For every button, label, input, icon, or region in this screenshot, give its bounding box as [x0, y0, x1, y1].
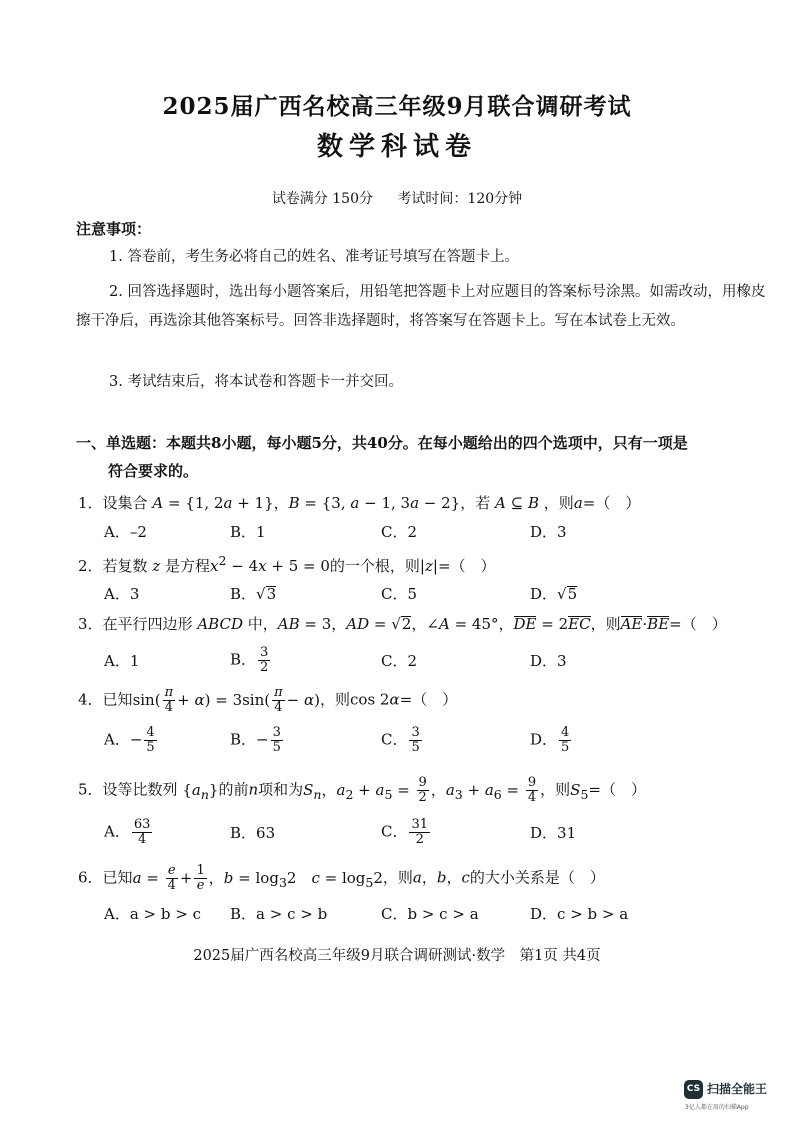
- question-text: 的一个根，则: [329, 557, 420, 575]
- options-3: [104, 645, 704, 675]
- question-text: 的大小关系是（ ）: [469, 868, 605, 887]
- question-text: ，则: [540, 780, 571, 799]
- option-c[interactable]: C．2: [381, 523, 418, 541]
- option-c[interactable]: C． $\frac{3}{5}$: [381, 725, 420, 755]
- formula: A = {1, 2a + 1}，B = {3, a − 1, 3a − 2}: [152, 494, 461, 512]
- exam-meta: [0, 188, 794, 208]
- notice-item-1: 1. 答卷前，考生务必将自己的姓名、准考证号填写在答题卡上。: [109, 249, 519, 265]
- option-c[interactable]: C．2: [381, 652, 418, 670]
- question-text: =（ ）: [582, 494, 641, 512]
- option-d[interactable]: D． $\frac{4}{5}$: [530, 725, 570, 755]
- option-b[interactable]: B．− $\frac{3}{5}$: [230, 725, 281, 755]
- formula: cos 2α: [350, 690, 400, 709]
- option-d[interactable]: D．3: [530, 652, 567, 670]
- formula: A ⊆ B: [495, 494, 540, 512]
- formula: |z|: [419, 557, 438, 575]
- question-4: [78, 686, 457, 715]
- formula: ABCD: [197, 615, 243, 633]
- option-b[interactable]: B．1: [230, 523, 266, 541]
- notice-item-2: 2. 回答选择题时，选出每小题答案后，用铅笔把答题卡上对应题目的答案标号涂黑。如需改动，用橡皮擦干净后，再选涂其他答案标号。回答非选择题时，将答案写在答题卡上。写在本试卷上无效。: [76, 284, 766, 329]
- question-number: 3．: [78, 615, 103, 633]
- exam-title: 2025届广西名校高三年级9月联合调研考试: [162, 93, 632, 120]
- question-text: =（ ）: [399, 690, 458, 709]
- option-a[interactable]: A．3: [104, 585, 140, 603]
- options-6: [104, 903, 704, 927]
- question-text: ，则: [382, 868, 413, 887]
- question-text: =（ ）: [588, 780, 646, 799]
- options-1: [104, 521, 704, 545]
- question-number: 1．: [78, 494, 103, 512]
- question-3: [78, 613, 727, 634]
- page-footer: 2025届广西名校高三年级9月联合调研测试·数学 第1页 共4页: [193, 948, 601, 964]
- camscanner-logo-icon: CS: [684, 1080, 703, 1099]
- watermark-name: 扫描全能王: [707, 1082, 768, 1096]
- option-d[interactable]: D．31: [530, 824, 577, 842]
- formula: a: [573, 494, 583, 512]
- question-text: 是方程: [165, 557, 211, 575]
- options-2: [104, 583, 704, 607]
- formula: a，b，c: [412, 868, 470, 887]
- question-text: ，则: [543, 494, 574, 512]
- option-b[interactable]: B．√3: [230, 585, 277, 603]
- option-c[interactable]: C． $\frac{31}{2}$: [381, 817, 429, 847]
- question-text: 中，: [247, 615, 278, 633]
- formula: AB = 3，AD = √2，∠A = 45°，DE = 2EC: [277, 615, 591, 633]
- option-a[interactable]: A．–2: [104, 523, 147, 541]
- formula: $\{a_n\}$: [177, 780, 219, 802]
- question-number: 5．: [78, 780, 103, 799]
- full-score: 试卷满分 150分: [271, 191, 373, 207]
- formula: $x^2 - 4x + 5 = 0$: [210, 553, 330, 575]
- options-4: [104, 725, 704, 755]
- section-heading-line2: 符合要求的。: [108, 462, 199, 480]
- question-6: [78, 864, 605, 893]
- scanner-watermark: [680, 1078, 790, 1112]
- question-text: 设集合: [102, 494, 148, 512]
- option-b[interactable]: B．a > c > b: [230, 905, 328, 923]
- option-a[interactable]: A．1: [104, 652, 140, 670]
- option-d[interactable]: D．c > b > a: [530, 905, 629, 923]
- question-text: ，则: [320, 690, 351, 709]
- option-b[interactable]: B．63: [230, 824, 276, 842]
- watermark-tagline: 3亿人都在用的扫描App: [685, 1104, 749, 1111]
- question-text: 已知: [102, 868, 133, 887]
- options-5: [104, 817, 704, 847]
- question-text: 若复数: [102, 557, 148, 575]
- option-c[interactable]: C．b > c > a: [381, 905, 479, 923]
- option-d[interactable]: D．√5: [530, 585, 578, 603]
- question-number: 6．: [78, 868, 103, 887]
- formula: AE·BE: [620, 615, 670, 633]
- question-text: ，若: [460, 494, 491, 512]
- option-c[interactable]: C．5: [381, 585, 418, 603]
- question-text: ，则: [590, 615, 621, 633]
- formula: $S_5$: [570, 780, 589, 802]
- option-a[interactable]: A． $\frac{63}{4}$: [104, 817, 151, 847]
- question-number: 4．: [78, 690, 103, 709]
- option-a[interactable]: A．a > b > c: [104, 905, 201, 923]
- formula: $S_n$，$a_2 + a_5$ = $\frac{9}{2}$ ，$a_3 + a_6$ = $\frac{9}{4}$: [303, 775, 537, 805]
- formula: sin( $\frac{\pi}{4}$ + α) = 3sin( $\frac{\pi}{4}$ − α): [132, 685, 321, 715]
- question-text: 的前: [218, 780, 249, 799]
- section-heading-line1: 一、单选题：本题共8小题，每小题5分，共40分。在每小题给出的四个选项中，只有一项是: [76, 434, 688, 452]
- formula: n: [248, 780, 259, 799]
- question-text: 已知: [102, 690, 133, 709]
- question-text: =（ ）: [437, 557, 496, 575]
- formula: a = $\frac{e}{4}$ + $\frac{1}{e}$ ，$b = \log_32$ $c = \log_52$: [132, 863, 383, 893]
- question-5: [78, 776, 646, 805]
- question-text: 项和为: [258, 780, 304, 799]
- option-a[interactable]: A．− $\frac{4}{5}$: [104, 725, 155, 755]
- option-b[interactable]: B． $\frac{3}{2}$: [230, 645, 269, 675]
- notice-heading: 注意事项：: [76, 220, 152, 238]
- notice-item-3: 3. 考试结束后，将本试卷和答题卡一并交回。: [109, 374, 403, 390]
- question-1: [78, 492, 640, 513]
- exam-time: 考试时间：120分钟: [397, 191, 523, 207]
- section-heading: [76, 429, 766, 485]
- exam-subject: 数学科试卷: [316, 132, 477, 162]
- option-d[interactable]: D．3: [530, 523, 567, 541]
- question-text: =（ ）: [669, 615, 727, 633]
- question-number: 2．: [78, 557, 103, 575]
- question-text: 设等比数列: [102, 780, 178, 799]
- question-text: 在平行四边形: [102, 615, 193, 633]
- formula: z: [152, 557, 161, 575]
- question-2: [78, 553, 496, 576]
